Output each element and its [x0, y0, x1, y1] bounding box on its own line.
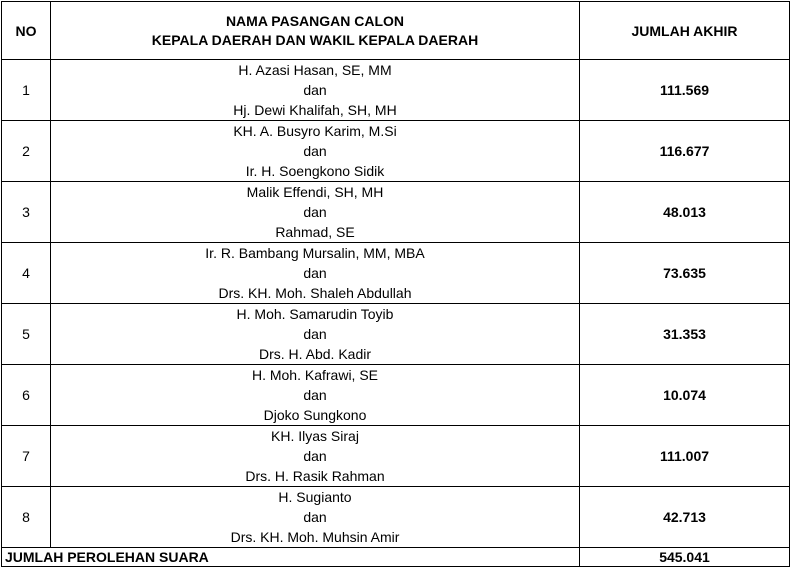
candidate-pair-cell: [51, 243, 580, 304]
candidate-name: KH. A. Busyro Karim, M.Si: [233, 123, 397, 139]
candidate-name: H. Moh. Samarudin Toyib: [236, 306, 394, 322]
row-number: 8: [2, 487, 51, 548]
row-number: 5: [2, 304, 51, 365]
pair-joiner: dan: [303, 448, 327, 464]
candidate-name: H. Azasi Hasan, SE, MM: [238, 62, 392, 78]
table-row: [2, 121, 790, 182]
vote-total: 111.569: [580, 60, 790, 121]
table-row: [2, 304, 790, 365]
pair-joiner: dan: [303, 143, 327, 159]
summary-label: JUMLAH PEROLEHAN SUARA: [2, 548, 580, 567]
table-row: [2, 243, 790, 304]
candidate-name: Ir. R. Bambang Mursalin, MM, MBA: [205, 245, 425, 261]
vote-total: 73.635: [580, 243, 790, 304]
vote-total: 116.677: [580, 121, 790, 182]
running-mate-name: Drs. KH. Moh. Muhsin Amir: [230, 529, 400, 545]
candidate-pair-cell: [51, 182, 580, 243]
summary-total: 545.041: [580, 548, 790, 567]
row-number: 4: [2, 243, 51, 304]
header-name-line1: NAMA PASANGAN CALON: [225, 12, 405, 29]
candidate-name: Malik Effendi, SH, MH: [246, 184, 384, 200]
candidate-pair-cell: [51, 60, 580, 121]
running-mate-name: Ir. H. Soengkono Sidik: [245, 163, 385, 179]
candidate-pair-cell: [51, 487, 580, 548]
pair-joiner: dan: [303, 509, 327, 525]
table-row: [2, 426, 790, 487]
row-number: 7: [2, 426, 51, 487]
pair-joiner: dan: [303, 387, 327, 403]
row-number: 2: [2, 121, 51, 182]
running-mate-name: Rahmad, SE: [275, 224, 355, 240]
candidate-pair-cell: [51, 426, 580, 487]
row-number: 1: [2, 60, 51, 121]
table-row: [2, 60, 790, 121]
vote-results-table: [1, 1, 790, 567]
pair-joiner: dan: [303, 204, 327, 220]
candidate-name: H. Sugianto: [278, 489, 352, 505]
pair-joiner: dan: [303, 82, 327, 98]
candidate-name: H. Moh. Kafrawi, SE: [251, 367, 379, 383]
pair-joiner: dan: [303, 265, 327, 281]
vote-total: 111.007: [580, 426, 790, 487]
candidate-name: KH. Ilyas Siraj: [271, 428, 359, 444]
table-header-row: [2, 2, 790, 60]
candidate-pair-cell: [51, 121, 580, 182]
running-mate-name: Djoko Sungkono: [263, 407, 367, 423]
candidate-pair-cell: [51, 304, 580, 365]
table-row: [2, 365, 790, 426]
table-row: [2, 182, 790, 243]
running-mate-name: Drs. H. Rasik Rahman: [245, 468, 385, 484]
pair-joiner: dan: [303, 326, 327, 342]
candidate-pair-cell: [51, 365, 580, 426]
summary-row: [2, 548, 790, 567]
row-number: 6: [2, 365, 51, 426]
header-total: JUMLAH AKHIR: [580, 2, 790, 60]
vote-total: 31.353: [580, 304, 790, 365]
vote-total: 42.713: [580, 487, 790, 548]
running-mate-name: Drs. H. Abd. Kadir: [258, 346, 372, 362]
running-mate-name: Hj. Dewi Khalifah, SH, MH: [233, 102, 397, 118]
vote-total: 10.074: [580, 365, 790, 426]
header-name-line2: KEPALA DAERAH DAN WAKIL KEPALA DAERAH: [151, 31, 479, 48]
header-candidate-pair: [51, 2, 580, 60]
vote-total: 48.013: [580, 182, 790, 243]
running-mate-name: Drs. KH. Moh. Shaleh Abdullah: [218, 285, 412, 301]
row-number: 3: [2, 182, 51, 243]
header-no: NO: [2, 2, 51, 60]
table-row: [2, 487, 790, 548]
